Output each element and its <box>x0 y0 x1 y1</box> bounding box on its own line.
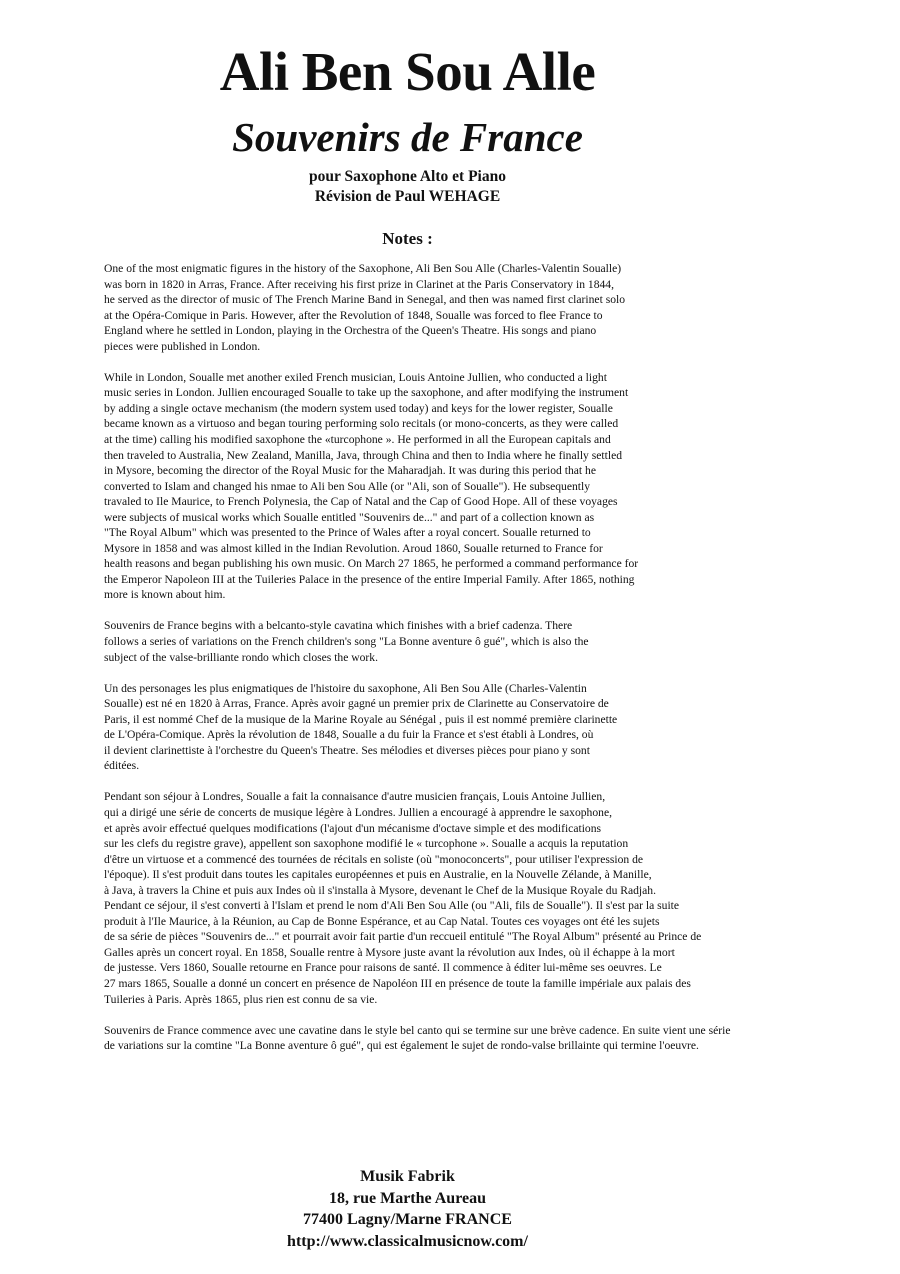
notes-paragraph: Souvenirs de France commence avec une cavatine dans le style bel canto qui se termine sur une brève cadence. En suite vient une série de variations sur la comtine "La Bonne aventure ô gué", qui est également le sujet de rondo-valse brillainte qui termine l'oeuvre. <box>104 1023 731 1053</box>
publisher-block <box>0 1166 815 1252</box>
work-title: Souvenirs de France <box>232 114 583 160</box>
publisher-name: Musik Fabrik <box>360 1168 455 1185</box>
publisher-city: 77400 Lagny/Marne FRANCE <box>303 1211 512 1228</box>
notes-body <box>104 261 864 1069</box>
notes-paragraph: Pendant son séjour à Londres, Soualle a fait la connaisance d'autre musicien français, Louis Antoine Jullien, qui a dirigé une série de concerts de musique légère à Londres. Jullien a encouragé à apprendre le saxophone, et après avoir effectué quelques modifications (l'ajout d'un mécanisme d'octave simple et des modifications sur les clefs du registre grave), appellent son saxophone modifié le « turcophone ». Soualle a acquis la reputation d'être un virtuose et a commencé des tournées de récitals en soliste (où "monoconcerts", pour utiliser l'expression de l'époque). Il s'est produit dans toutes les capitales européennes et puis en Australie, en la Nouvelle Zélande, à Manille, à Java, à travers la Chine et puis aux Indes où il s'installa à Mysore, devenant le Chef de la Musique Royale du Radjah. Pendant ce séjour, il s'est converti à l'Islam et prend le nom d'Ali Ben Sou Alle (ou "Ali, fils de Soualle"). Il s'est par la suite produit à l'Ile Maurice, à la Réunion, au Cap de Bonne Espérance, et au Cap Natal. Toutes ces voyages ont été les sujets de sa série de pièces "Souvenirs de..." et pourrait avoir fait partie d'un reccueil entitulé "The Royal Album" présenté au Prince de Galles après un concert royal. En 1858, Soualle rentre à Mysore juste avant la révolution aux Indes, où il échappe à la mort de justesse. Vers 1860, Soualle retourne en France pour raisons de santé. Il commence à éditer lui-même ses oeuvres. Le 27 mars 1865, Soualle a donné un concert en présence de Napoléon III en présence de toute la famille impériale aux palais des Tuileries à Paris. Après 1865, plus rien est connu de sa vie. <box>104 790 702 1006</box>
revision-line: Révision de Paul WEHAGE <box>314 188 501 205</box>
composer-name: Ali Ben Sou Alle <box>219 41 596 102</box>
publisher-url-link[interactable]: http://www.classicalmusicnow.com/ <box>287 1232 528 1250</box>
notes-paragraph: Souvenirs de France begins with a belcanto-style cavatina which finishes with a brief cadenza. There follows a series of variations on the French children's song "La Bonne aventure ô gué", which is also the subject of the valse-brilliante rondo which closes the work. <box>104 619 589 664</box>
publisher-street: 18, rue Marthe Aureau <box>328 1189 486 1207</box>
subtitle-block <box>0 167 815 207</box>
notes-heading: Notes : <box>382 229 433 248</box>
notes-paragraph: Un des personages les plus enigmatiques de l'histoire du saxophone, Ali Ben Sou Alle (Charles-Valentin Soualle) est né en 1820 à Arras, France. Après avoir gagné un premier prix de Clarinette au Conservatoire de Paris, il est nommé Chef de la musique de la Marine Royale au Sénégal , puis il est nommé première clarinette de L'Opéra-Comique. Après la révolution de 1848, Soualle a du fuir la France et s'est établi à Londres, où il devient clarinettiste à l'orchestre du Queen's Theatre. Ses mélodies et diverses pièces pour piano y sont éditées. <box>104 681 618 773</box>
notes-paragraph: While in London, Soualle met another exiled French musician, Louis Antoine Jullien, who conducted a light music series in London. Jullien encouraged Soualle to take up the saxophone, and after modifying the instrument by adding a single octave mechanism (the modern system used today) and keys for the lower register, Soualle became known as a virtuoso and began touring performing solo recitals (or mono-concerts, as they were called at the time) calling his modified saxophone the «turcophone ». He performed in all the European capitals and then traveled to Australia, New Zealand, Manilla, Java, through China and then to India where he finally settled in Mysore, becoming the director of the Royal Music for the Maharadjah. It was during this period that he converted to Islam and changed his nmae to Ali ben Sou Alle (or "Ali, son of Soualle"). He subsequently travaled to Ile Maurice, to French Polynesia, the Cap of Natal and the Cap of Good Hope. All of these voyages were subjects of musical works which Soualle entitled "Souvenirs de..." and part of a collection known as "The Royal Album" which was presented to the Prince of Wales after a royal concert. Soualle returned to Mysore in 1858 and was almost killed in the Indian Revolution. Aroud 1860, Soualle returned to France for health reasons and began publishing his own music. On March 27 1865, he performed a command performance for the Emperor Napoleon III at the Tuileries Palace in the presence of the entire Imperial Family. After 1865, nothing more is known about him. <box>104 370 639 602</box>
instrumentation-line: pour Saxophone Alto et Piano <box>309 168 506 185</box>
notes-paragraph: One of the most enigmatic figures in the history of the Saxophone, Ali Ben Sou Alle (Charles-Valentin Soualle) was born in 1820 in Arras, France. After receiving his first prize in Clarinet at the Paris Conservatory in 1844, he served as the director of music of The French Marine Band in Senegal, and then was named first clarinet solo at the Opéra-Comique in Paris. However, after the Revolution of 1848, Soualle was forced to flee France to England where he settled in London, playing in the Orchestra of the Queen's Theatre. His songs and piano pieces were published in London. <box>104 262 626 353</box>
